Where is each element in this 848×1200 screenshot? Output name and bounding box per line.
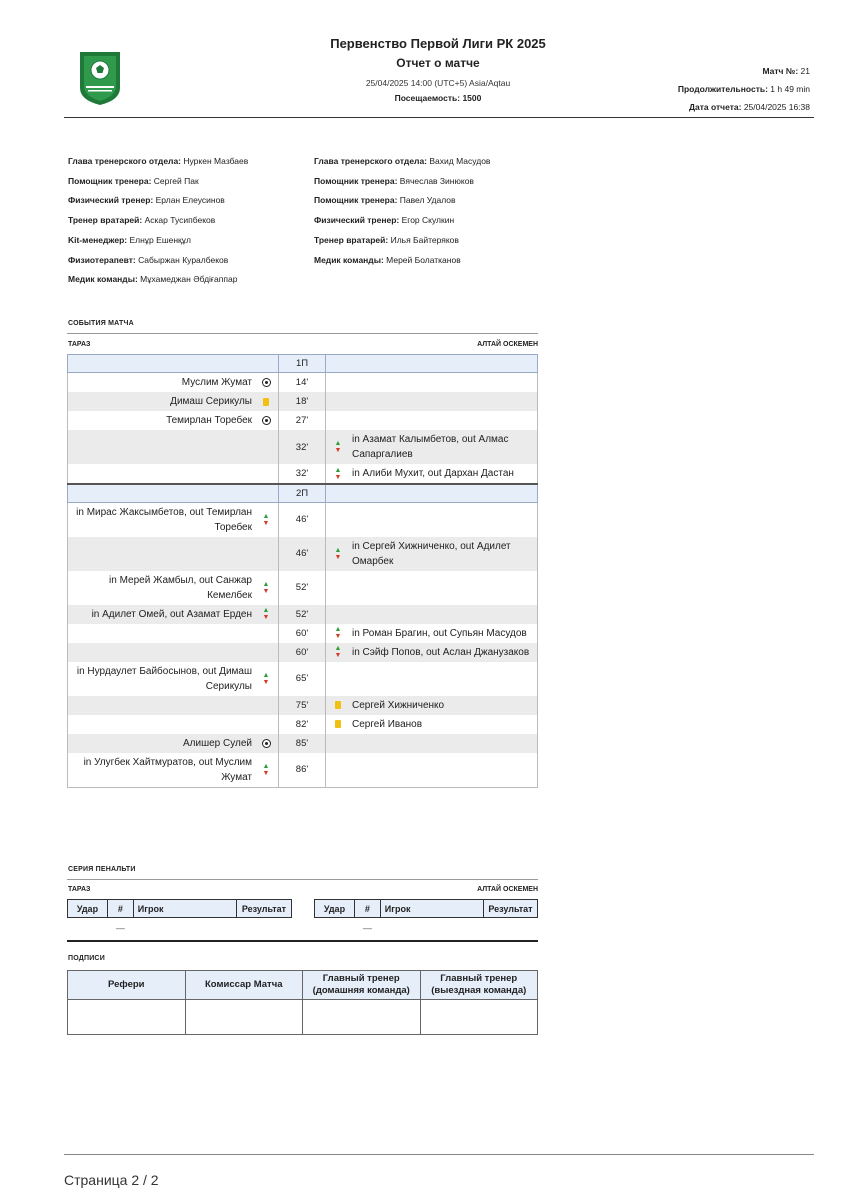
away-event (332, 626, 531, 641)
substitution-icon: ▲ ▼ (334, 645, 342, 659)
home-event (74, 573, 272, 603)
penalty-empty-mark: — (115, 922, 125, 933)
yellow-card-icon (332, 718, 344, 730)
event-minute: 82' (279, 715, 326, 734)
home-event (74, 375, 272, 390)
home-event (74, 413, 272, 428)
event-minute: 32' (279, 464, 326, 484)
staff-role: Физический тренер: (68, 195, 154, 206)
event-text: Темирлан Торебек (166, 415, 252, 426)
event-minute: 46' (279, 537, 326, 571)
staff-row (68, 270, 248, 290)
events-home-team: ТАРАЗ (68, 341, 91, 348)
home-penalty-table (67, 899, 292, 938)
home-event (74, 505, 272, 535)
staff-role: Глава тренерского отдела: (314, 156, 428, 166)
match-meta (678, 62, 810, 116)
event-row (68, 715, 538, 734)
staff-row (314, 172, 490, 192)
event-text: Алишер Сулей (183, 737, 252, 749)
signatures-section-title: ПОДПИСИ (68, 955, 105, 962)
federation-logo (74, 50, 126, 106)
away-event (332, 539, 531, 569)
col-number: # (354, 900, 380, 918)
col-result: Результат (237, 900, 292, 918)
away-staff-list (314, 152, 490, 270)
home-event (74, 394, 272, 409)
penalties-teams (68, 886, 538, 893)
attendance-value: 1500 (462, 93, 482, 103)
event-text: in Сергей Хижниченко, out Адилет Омарбек (352, 540, 511, 567)
report-header (64, 30, 814, 118)
substitution-icon: ▲ ▼ (262, 580, 270, 595)
staff-role: Глава тренерского отдела: (68, 156, 182, 166)
event-row (68, 753, 538, 788)
event-text: Димаш Серикулы (170, 396, 252, 407)
footer-divider (64, 1154, 814, 1155)
event-minute: 65' (279, 662, 326, 696)
penalties-home-team: ТАРАЗ (68, 886, 91, 893)
substitution-icon: ▲ ▼ (262, 607, 270, 621)
report-date-label: Дата отчета: (688, 102, 742, 112)
event-text: in Адилет Омей, out Азамат Ерден (91, 608, 252, 620)
event-text: Муслим Жумат (181, 377, 252, 388)
staff-row (68, 172, 248, 192)
attendance (254, 93, 622, 103)
event-text: in Мирас Жаксымбетов, out Темирлан Торебек (76, 506, 252, 533)
staff-role: Тренер вратарей: (314, 234, 389, 245)
duration-value: 1 h 49 min (770, 84, 810, 94)
event-text: Сергей Иванов (352, 718, 423, 730)
substitution-icon: ▲ ▼ (334, 626, 342, 640)
staff-name: Илья Байтеряков (390, 234, 459, 245)
page-number: Страница 2 / 2 (64, 1172, 159, 1188)
substitution-icon: ▲ ▼ (262, 671, 270, 686)
sign-cell[interactable] (68, 1000, 186, 1035)
match-events-table (67, 354, 538, 788)
event-text: in Мерей Жамбыл, out Санжар Кемелбек (109, 574, 252, 601)
away-event (332, 432, 531, 462)
event-row (68, 411, 538, 430)
staff-name: Елнұр Ешенқұл (129, 234, 191, 245)
staff-row (68, 251, 248, 271)
staff-name: Ерлан Елеусинов (155, 195, 225, 206)
half-header-row (68, 355, 538, 373)
event-row (68, 605, 538, 624)
col-strike: Удар (315, 900, 355, 918)
col-strike: Удар (68, 900, 108, 918)
staff-role: Помощник тренера: (68, 175, 152, 186)
event-text: in Роман Брагин, out Супьян Масудов (352, 627, 527, 639)
half-header-row (68, 484, 538, 502)
event-row (68, 662, 538, 696)
sign-commissioner: Комиссар Матча (185, 971, 303, 1000)
staff-role: Kit-менеджер: (68, 234, 128, 245)
event-minute: 27' (279, 411, 326, 430)
substitution-icon: ▲ ▼ (262, 762, 270, 777)
sign-cell[interactable] (185, 1000, 303, 1035)
event-minute: 52' (279, 571, 326, 605)
staff-name: Сабыржан Куралбеков (138, 254, 229, 265)
away-event (332, 717, 531, 732)
staff-role: Помощник тренера: (314, 195, 398, 206)
penalties-divider (67, 879, 538, 880)
away-penalty-table (314, 899, 538, 938)
staff-name: Мұхамеджан Әбдіғаппар (140, 274, 238, 285)
sign-away-coach: Главный тренер (выездная команда) (420, 971, 538, 1000)
sign-cell[interactable] (420, 1000, 538, 1035)
event-row (68, 502, 538, 537)
event-row (68, 571, 538, 605)
signatures-table (67, 970, 538, 1035)
staff-row (68, 152, 248, 172)
substitution-icon: ▲ ▼ (334, 466, 342, 481)
sign-home-coach: Главный тренер (домашняя команда) (303, 971, 421, 1000)
event-row (68, 537, 538, 571)
match-datetime: 25/04/2025 14:00 (UTC+5) Asia/Aqtau (365, 78, 511, 88)
penalties-away-team: АЛТАЙ ОСКЕМЕН (477, 886, 538, 893)
substitution-icon: ▲ ▼ (262, 512, 270, 527)
staff-role: Помощник тренера: (314, 175, 398, 186)
half-label: 2П (279, 484, 326, 502)
penalty-empty-mark: — (362, 922, 372, 933)
staff-name: Аскар Тусипбеков (144, 215, 216, 226)
event-minute: 18' (279, 392, 326, 411)
event-row (68, 392, 538, 411)
events-away-team: АЛТАЙ ОСКЕМЕН (477, 341, 538, 348)
staff-name: Вахид Масудов (429, 156, 491, 166)
competition-title: Первенство Первой Лиги РК 2025 (330, 36, 546, 51)
penalties-bottom-rule (67, 940, 538, 942)
event-text: in Сэйф Попов, out Аслан Джанузаков (352, 646, 530, 658)
staff-name: Мерей Болатканов (386, 254, 461, 265)
event-minute: 75' (279, 696, 326, 715)
sign-cell[interactable] (303, 1000, 421, 1035)
yellow-card-icon (260, 396, 272, 408)
goal-icon (260, 737, 272, 749)
event-minute: 32' (279, 430, 326, 464)
event-row (68, 643, 538, 662)
event-minute: 85' (279, 734, 326, 753)
event-text: Сергей Хижниченко (352, 699, 445, 711)
staff-name: Вячеслав Зинюков (399, 175, 474, 186)
goal-icon (260, 415, 272, 427)
event-minute: 46' (279, 502, 326, 537)
match-number-label: Матч №: (762, 66, 799, 76)
col-number: # (107, 900, 133, 918)
penalties-section-title: СЕРИЯ ПЕНАЛЬТИ (68, 866, 136, 873)
report-subtitle: Отчет о матче (396, 56, 480, 70)
substitution-icon: ▲ ▼ (334, 546, 342, 561)
home-event (74, 736, 272, 751)
staff-name: Сергей Пак (153, 175, 199, 186)
staff-row (314, 152, 490, 172)
staff-row (314, 251, 490, 271)
home-event (74, 755, 272, 785)
staff-name: Егор Скулкин (401, 215, 455, 226)
attendance-label: Посещаемость: (394, 93, 461, 103)
home-event (74, 664, 272, 694)
match-number (678, 62, 810, 80)
event-minute: 60' (279, 643, 326, 662)
sign-referee: Рефери (68, 971, 186, 1000)
event-row (68, 464, 538, 484)
penalty-empty-row (68, 918, 292, 938)
home-event (74, 607, 272, 622)
duration-label: Продолжительность: (677, 84, 768, 94)
staff-row (314, 191, 490, 211)
away-event (332, 698, 531, 713)
event-minute: 60' (279, 624, 326, 643)
event-row (68, 696, 538, 715)
staff-role: Тренер вратарей: (68, 215, 143, 226)
event-text: in Азамат Калымбетов, out Алмас Сапаргалиев (352, 434, 509, 460)
event-text: in Алиби Мухит, out Дархан Дастан (352, 468, 514, 479)
event-minute: 52' (279, 605, 326, 624)
staff-role: Медик команды: (68, 274, 138, 285)
event-row (68, 734, 538, 753)
event-text: in Улугбек Хайтмуратов, out Муслим Жумат (83, 756, 252, 783)
events-teams (68, 341, 538, 348)
staff-row (68, 211, 248, 231)
report-date-value: 25/04/2025 16:38 (743, 102, 810, 112)
events-section-title: СОБЫТИЯ МАТЧА (68, 320, 134, 327)
event-text: in Нурдаулет Байбосынов, out Димаш Серикулы (76, 665, 252, 692)
substitution-icon: ▲ ▼ (334, 440, 342, 454)
goal-penalty-icon (260, 377, 272, 389)
away-event (332, 466, 531, 481)
half-label: 1П (279, 355, 326, 373)
penalty-empty-row (315, 918, 538, 938)
home-staff-list (68, 152, 248, 290)
staff-row (68, 231, 248, 251)
penalty-header-row (315, 900, 538, 918)
match-number-value: 21 (800, 66, 810, 76)
events-divider (67, 333, 538, 334)
event-minute: 14' (279, 373, 326, 393)
staff-name: Нуркен Мазбаев (183, 156, 249, 166)
staff-row (314, 211, 490, 231)
event-minute: 86' (279, 753, 326, 788)
col-result: Результат (483, 900, 537, 918)
event-row (68, 373, 538, 393)
staff-row (68, 191, 248, 211)
penalty-header-row (68, 900, 292, 918)
signatures-header-row (68, 971, 538, 1000)
event-row (68, 430, 538, 464)
col-player: Игрок (380, 900, 483, 918)
staff-name: Павел Удалов (399, 195, 456, 206)
staff-row (314, 231, 490, 251)
col-player: Игрок (133, 900, 236, 918)
yellow-card-icon (332, 699, 344, 711)
staff-role: Физический тренер: (314, 215, 400, 226)
signatures-blank-row (68, 1000, 538, 1035)
title-block (254, 36, 622, 103)
staff-role: Медик команды: (314, 254, 384, 265)
away-event (332, 645, 531, 660)
match-duration (678, 80, 810, 98)
report-date (678, 98, 810, 116)
staff-role: Физиотерапевт: (68, 254, 136, 265)
event-row (68, 624, 538, 643)
